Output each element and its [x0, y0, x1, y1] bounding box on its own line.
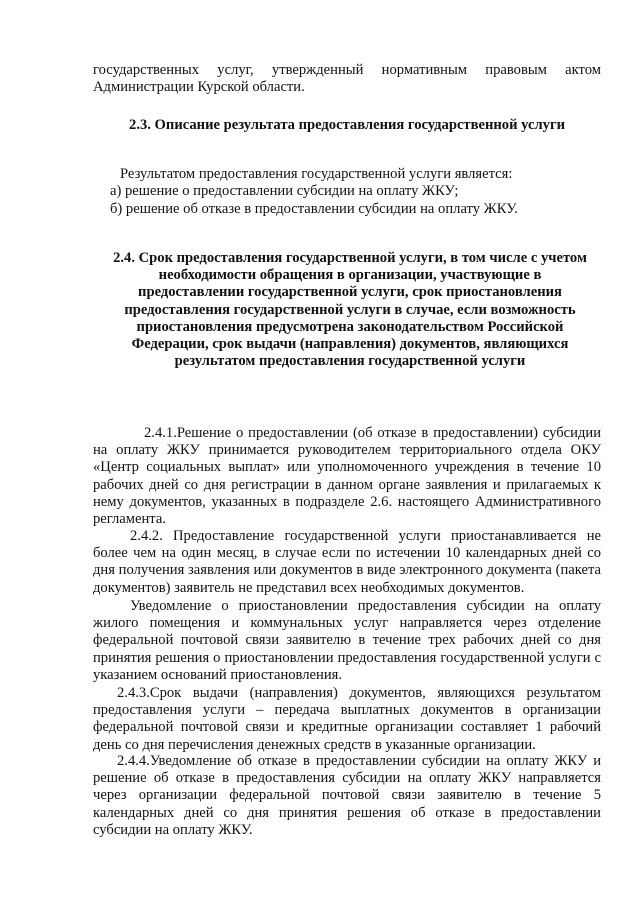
intro-paragraph: государственных услуг, утвержденный нормативным правовым актом Администрации Курской области. [93, 62, 601, 96]
paragraph-2-4-3: 2.4.3.Срок выдачи (направления) документов, являющихся результатом предоставления услуги – передача выплатных документов в организации федеральной почтовой связи и кредитные организации составляет 1 рабочий день со дня перечисления денежных средств в указанные организации. [93, 685, 601, 753]
section-2-3-lead: Результатом предоставления государственной услуги является: [120, 166, 513, 182]
section-2-3-item-a: а) решение о предоставлении субсидии на оплату ЖКУ; [110, 183, 459, 199]
paragraph-2-4-1: 2.4.1.Решение о предоставлении (об отказе в предоставлении) субсидии на оплату ЖКУ принимается руководителем территориального отдела ОКУ «Центр социальных выплат» или уполномоченного учреждения в течение 10 рабочих дней со дня регистрации в данном органе заявления и прилагаемых к нему документов, указанных в подразделе 2.6. настоящего Административного регламента. [93, 425, 601, 528]
section-2-4-heading: 2.4. Срок предоставления государственной услуги, в том числе с учетом необходимости обращения в организации, участвующие в предоставлении государственной услуги, срок приостановления предоставления государственной услуги в случае, если возможность приостановления предусмотрена законодательством Российской Федерации, срок выдачи (направления) документов, являющихся результатом предоставления государственной услуги [113, 250, 587, 370]
paragraph-notice: Уведомление о приостановлении предоставления субсидии на оплату жилого помещения и коммунальных услуг направляется через отделение федеральной почтовой связи заявителю в течение трех рабочих дней со дня принятия решения о приостановлении предоставления государственной услуги с указанием оснований приостановления. [93, 598, 601, 683]
section-2-3-heading: 2.3. Описание результата предоставления государственной услуги [129, 117, 565, 133]
paragraph-2-4-2: 2.4.2. Предоставление государственной услуги приостанавливается не более чем на один месяц, в случае если по истечении 10 календарных дней со дня получения заявления или документов в виде электронного документа (пакета документов) заявитель не представил всех необходимых документов. [93, 528, 601, 596]
section-2-3-item-b: б) решение об отказе в предоставлении субсидии на оплату ЖКУ. [110, 201, 518, 217]
paragraph-2-4-4: 2.4.4.Уведомление об отказе в предоставлении субсидии на оплату ЖКУ и решение об отказе в предоставления субсидии на оплату ЖКУ направляется через организации федеральной почтовой связи заявителю в течение 5 календарных дней со дня принятия решения об отказе в предоставлении субсидии на оплату ЖКУ. [93, 753, 601, 838]
